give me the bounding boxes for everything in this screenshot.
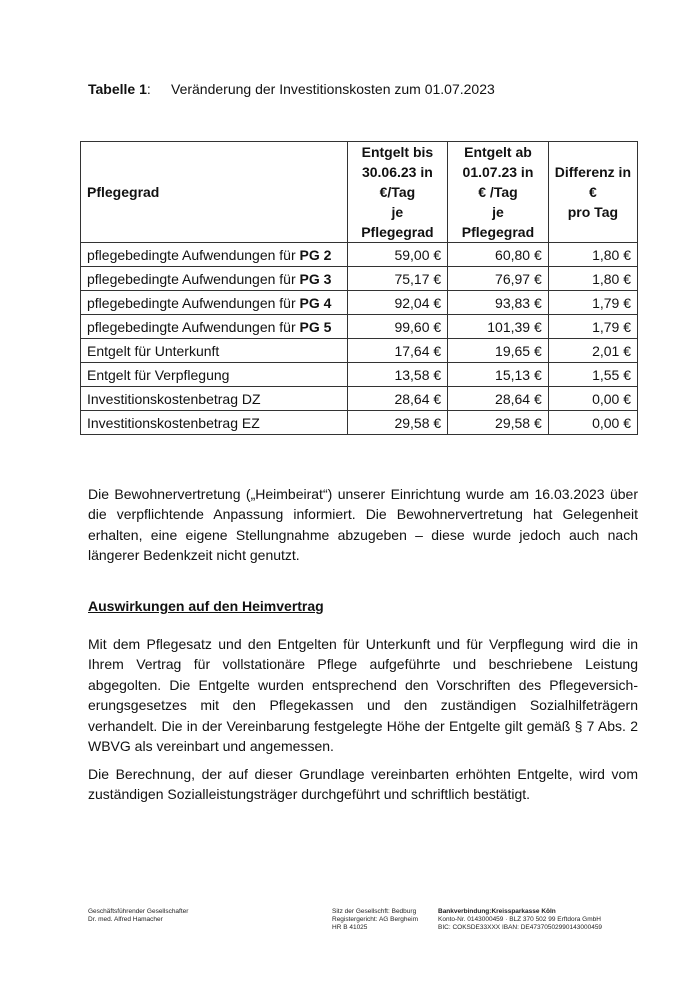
footer-registration: Sitz der Gesellschft: Bedburg Registergericht: AG Bergheim HR B 41025 — [332, 908, 418, 931]
new-value: 28,64 € — [448, 387, 549, 411]
row-label: Investitionskostenbetrag EZ — [81, 411, 348, 435]
diff-value: 1,80 € — [548, 267, 637, 291]
diff-value: 1,80 € — [548, 243, 637, 267]
diff-value: 1,79 € — [548, 291, 637, 315]
row-label: pflegebedingte Aufwendungen für PG 5 — [81, 315, 348, 339]
new-value: 19,65 € — [448, 339, 549, 363]
table-row — [81, 411, 638, 435]
header-differenz: Differenz in € pro Tag — [548, 142, 637, 243]
footer-bank: Bankverbindung:Kreissparkasse Köln Konto-Nr. 0143000459 · BLZ 370 502 99 Erftdora GmbH BIC: COKSDE33XXX IBAN: DE47370502990143000459 — [438, 908, 603, 931]
new-value: 76,97 € — [448, 267, 549, 291]
new-value: 93,83 € — [448, 291, 549, 315]
header-pflegegrad: Pflegegrad — [81, 142, 348, 243]
row-label: Entgelt für Verpflegung — [81, 363, 348, 387]
new-value: 60,80 € — [448, 243, 549, 267]
old-value: 59,00 € — [347, 243, 448, 267]
old-value: 13,58 € — [347, 363, 448, 387]
row-label: pflegebedingte Aufwendungen für PG 2 — [81, 243, 348, 267]
header-entgelt-bis: Entgelt bis 30.06.23 in €/Tag je Pflegegrad — [347, 142, 448, 243]
row-label: Investitionskostenbetrag DZ — [81, 387, 348, 411]
paragraph-heimbeirat: Die Bewohnervertretung („Heimbeirat“) unserer Einrichtung wurde am 16.03.2023 über die verpflichtende Anpassung informiert. Die Bewohnervertretung hat Gelegenheit erhalten, eine eigene Stellungnahme abzugeben – diese wurde jedoch auch nach längerer Bedenkzeit nicht genutzt. — [88, 486, 638, 564]
table-row — [81, 291, 638, 315]
table-row — [81, 267, 638, 291]
header-entgelt-ab: Entgelt ab 01.07.23 in € /Tag je Pflegegrad — [448, 142, 549, 243]
old-value: 17,64 € — [347, 339, 448, 363]
table-caption — [88, 81, 495, 97]
old-value: 92,04 € — [347, 291, 448, 315]
table-row — [81, 339, 638, 363]
old-value: 99,60 € — [347, 315, 448, 339]
table-header-row — [81, 142, 638, 243]
section-heading: Auswirkungen auf den Heimvertrag — [88, 598, 324, 614]
caption-colon: : — [146, 81, 151, 97]
paragraph-berechnung: Die Berechnung, der auf dieser Grundlage vereinbarten erhöhten Entgelte, wird vom zuständigen Sozialleistungsträger durchgeführt und schriftlich bestätigt. — [88, 766, 638, 803]
row-label: pflegebedingte Aufwendungen für PG 4 — [81, 291, 348, 315]
caption-text: Veränderung der Investitionskosten zum 01.07.2023 — [171, 81, 495, 97]
new-value: 15,13 € — [448, 363, 549, 387]
diff-value: 0,00 € — [548, 411, 637, 435]
table-row — [81, 387, 638, 411]
cost-table — [80, 141, 638, 435]
footer-management: Geschäftsführender Gesellschafter Dr. med. Alfred Hamacher — [88, 908, 189, 923]
diff-value: 1,55 € — [548, 363, 637, 387]
diff-value: 0,00 € — [548, 387, 637, 411]
new-value: 101,39 € — [448, 315, 549, 339]
old-value: 28,64 € — [347, 387, 448, 411]
diff-value: 2,01 € — [548, 339, 637, 363]
diff-value: 1,79 € — [548, 315, 637, 339]
row-label: pflegebedingte Aufwendungen für PG 3 — [81, 267, 348, 291]
table-row — [81, 243, 638, 267]
old-value: 29,58 € — [347, 411, 448, 435]
old-value: 75,17 € — [347, 267, 448, 291]
row-label: Entgelt für Unterkunft — [81, 339, 348, 363]
paragraph-heimvertrag: Mit dem Pflegesatz und den Entgelten für Unterkunft und für Verpflegung wird die in Ihrem Vertrag für vollstationäre Pflege aufgeführte und beschriebene Leistung abgegolten. Die Entgelte wurden entsprechend den Vorschriften des Pflegeversicherungsgesetzes mit den Pflegekassen und den zuständigen Sozialhilfeträgern verhandelt. Die in der Vereinbarung festgelegte Höhe der Entgelte gilt gemäß § 7 Abs. 2 WBVG als vereinbart und angemessen. — [88, 636, 638, 755]
table-row — [81, 315, 638, 339]
table-row — [81, 363, 638, 387]
caption-label: Tabelle 1 — [88, 81, 147, 97]
new-value: 29,58 € — [448, 411, 549, 435]
